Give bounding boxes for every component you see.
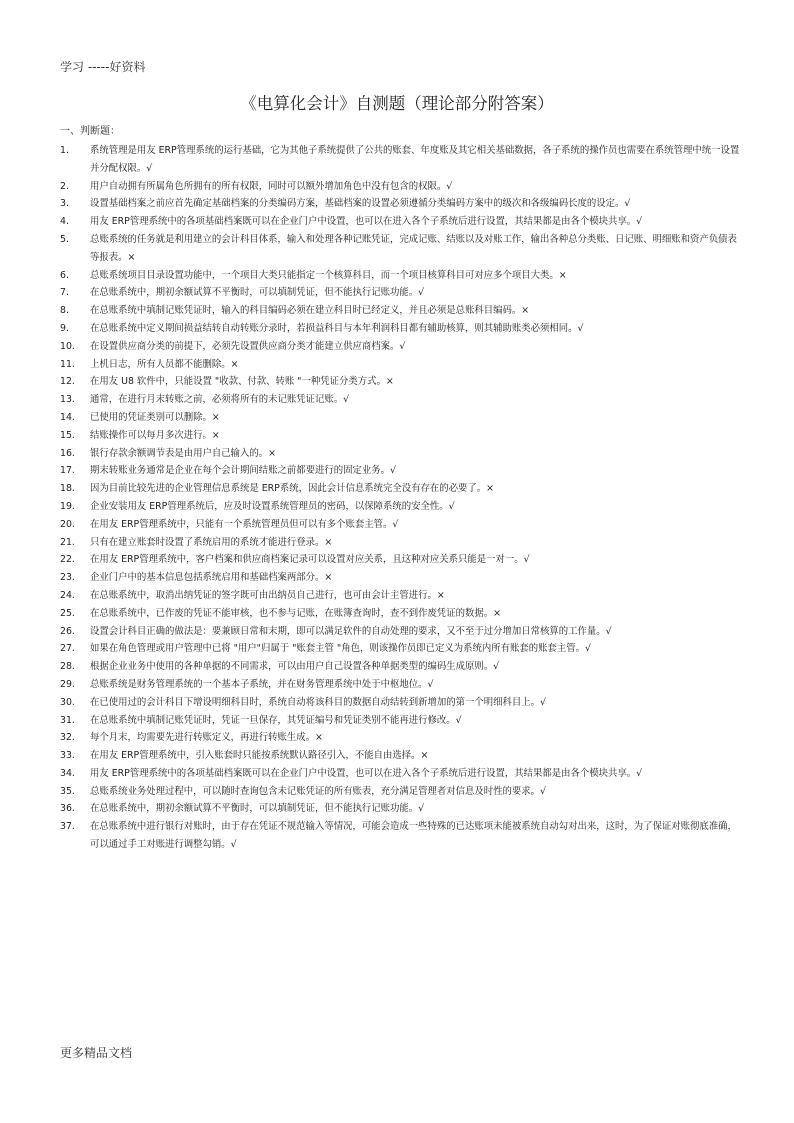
question-number: 18. <box>60 483 75 495</box>
question-item <box>60 302 740 320</box>
question-text: 总账系统是财务管理系统的一个基本子系统，并在财务管理系统中处于中枢地位。√ <box>90 678 434 690</box>
question-number: 7. <box>60 287 69 299</box>
question-text: 在总账系统中，期初余额试算不平衡时，可以填制凭证，但不能执行记账功能。√ <box>90 287 425 299</box>
question-text: 用友 ERP管理系统中的各项基础档案既可以在企业门户中设置，也可以在进入各个子系统后进行设置，其结果都是由各个模块共享。√ <box>90 767 643 779</box>
question-number: 5. <box>60 233 69 245</box>
question-number: 9. <box>60 322 69 334</box>
question-text: 结账操作可以每月多次进行。× <box>90 429 220 441</box>
question-item <box>60 498 740 516</box>
question-number: 28. <box>60 661 75 673</box>
question-text: 在用友 ERP管理系统中，客户档案和供应商档案记录可以设置对应关系，且这种对应关系只能是一对一。√ <box>90 554 530 566</box>
question-item <box>60 747 740 765</box>
question-item <box>60 658 740 676</box>
question-number: 8. <box>60 305 69 317</box>
question-text: 用友 ERP管理系统中的各项基础档案既可以在企业门户中设置，也可以在进入各个子系统后进行设置，其结果都是由各个模块共享。√ <box>90 216 643 228</box>
question-item <box>60 142 740 178</box>
question-item <box>60 267 740 285</box>
question-item <box>60 480 740 498</box>
question-item <box>60 195 740 213</box>
question-text: 总账系统业务处理过程中，可以随时查询包含未记账凭证的所有账表，充分满足管理者对信息及时性的要求。√ <box>90 785 546 797</box>
question-text: 在总账系统中定义期间损益结转自动转账分录时，若损益科目与本年利润科目都有辅助核算，则其辅助账类必须相同。√ <box>90 322 584 334</box>
question-number: 3. <box>60 198 69 210</box>
question-text: 用户自动拥有所属角色所拥有的所有权限，同时可以额外增加角色中没有包含的权限。√ <box>90 180 453 192</box>
question-number: 2. <box>60 180 69 192</box>
question-number: 37. <box>60 821 75 833</box>
question-number: 6. <box>60 269 69 281</box>
question-item <box>60 676 740 694</box>
question-text: 如果在角色管理或用户管理中已将 "用户"归属于 "账套主管 "角色，则该操作员即已定义为系统内所有账套的账套主管。√ <box>90 643 591 655</box>
question-number: 17. <box>60 465 75 477</box>
question-text: 在总账系统中，取消出纳凭证的签字既可由出纳员自己进行，也可由会计主管进行。× <box>90 589 445 601</box>
section-heading: 一、判断题： <box>60 126 120 137</box>
question-item <box>60 551 740 569</box>
question-item <box>60 818 740 854</box>
question-item <box>60 462 740 480</box>
question-item <box>60 623 740 641</box>
question-number: 12. <box>60 376 75 388</box>
question-text: 设置基础档案之前应首先确定基础档案的分类编码方案，基础档案的设置必须遵循分类编码方案中的级次和各级编码长度的设定。√ <box>90 198 631 210</box>
question-text: 企业门户中的基本信息包括系统启用和基础档案两部分。× <box>90 572 333 584</box>
page-footer: 更多精品文档 <box>60 1046 133 1060</box>
question-text: 在用友 ERP管理系统中，只能有一个系统管理员但可以有多个账套主管。√ <box>90 518 399 530</box>
question-number: 21. <box>60 536 75 548</box>
question-text: 设置会计科目正确的做法是：要兼顾日常和末期，即可以满足软件的自动处理的要求，又不至于过分增加日常核算的工作量。√ <box>90 625 612 637</box>
question-item <box>60 356 740 374</box>
question-item <box>60 338 740 356</box>
question-text: 在总账系统中填制记账凭证时，凭证一旦保存，其凭证编号和凭证类别不能再进行修改。√ <box>90 714 462 726</box>
question-number: 31. <box>60 714 75 726</box>
question-item <box>60 427 740 445</box>
question-text: 在总账系统中，已作废的凭证不能审核，也不参与记账，在账簿查询时，查不到作废凭证的数据。× <box>90 607 501 619</box>
question-item <box>60 534 740 552</box>
question-text: 已使用的凭证类别可以删除。× <box>90 411 220 423</box>
question-text: 银行存款余额调节表是由用户自己输入的。× <box>90 447 276 459</box>
document-title: 《电算化会计》自测题（理论部分附答案） <box>240 94 554 113</box>
question-text: 每个月末，均需要先进行转账定义，再进行转账生成。× <box>90 732 323 744</box>
question-item <box>60 445 740 463</box>
question-item <box>60 587 740 605</box>
question-number: 36. <box>60 803 75 815</box>
question-text: 系统管理是用友 ERP管理系统的运行基础，它为其他子系统提供了公共的账套、年度账及其它相关基础数据，各子系统的操作员也需要在系统管理中统一设置并分配权限。√ <box>90 145 740 174</box>
question-number: 4. <box>60 216 69 228</box>
question-text: 因为目前比较先进的企业管理信息系统是 ERP系统，因此会计信息系统完全没有存在的必要了。× <box>90 483 494 495</box>
question-text: 根据企业业务中使用的各种单据的不同需求，可以由用户自己设置各种单据类型的编码生成原则。√ <box>90 661 500 673</box>
question-number: 1. <box>60 145 69 156</box>
question-item <box>60 800 740 818</box>
question-number: 33. <box>60 750 75 762</box>
question-text: 在已使用过的会计科目下增设明细科目时，系统自动将该科目的数据自动结转到新增加的第一个明细科目上。√ <box>90 696 546 708</box>
question-number: 11. <box>60 358 75 370</box>
question-item <box>60 320 740 338</box>
question-item <box>60 783 740 801</box>
question-number: 14. <box>60 411 75 423</box>
question-number: 24. <box>60 589 75 601</box>
question-text: 在总账系统中进行银行对账时，由于存在凭证不规范输入等情况，可能会造成一些特殊的已达账项未能被系统自动勾对出来，这时，为了保证对账彻底准确，可以通过手工对账进行调整勾销。√ <box>90 821 737 851</box>
question-number: 15. <box>60 429 75 441</box>
question-text: 在用友 ERP管理系统中，引入账套时只能按系统默认路径引入，不能自由选择。× <box>90 750 429 762</box>
question-text: 期末转账业务通常是企业在每个会计期间结账之前都要进行的固定业务。√ <box>90 465 396 477</box>
question-text: 企业安装用友 ERP管理系统后，应及时设置系统管理员的密码，以保障系统的安全性。√ <box>90 500 455 512</box>
question-item <box>60 516 740 534</box>
question-text: 在总账系统中填制记账凭证时，输入的科目编码必须在建立科目时已经定义，并且必须是总账科目编码。× <box>90 305 530 317</box>
question-text: 只有在建立账套时设置了系统启用的系统才能进行登录。× <box>90 536 333 548</box>
question-list <box>60 142 740 854</box>
question-item <box>60 178 740 196</box>
question-item <box>60 694 740 712</box>
question-item <box>60 284 740 302</box>
question-number: 26. <box>60 625 75 637</box>
question-number: 20. <box>60 518 75 530</box>
question-number: 13. <box>60 394 75 406</box>
question-number: 19. <box>60 500 75 512</box>
question-item <box>60 409 740 427</box>
question-text: 在总账系统中，期初余额试算不平衡时，可以填制凭证，但不能执行记账功能。√ <box>90 803 425 815</box>
question-number: 25. <box>60 607 75 619</box>
question-number: 35. <box>60 785 75 797</box>
question-number: 30. <box>60 696 75 708</box>
question-text: 总账系统项目目录设置功能中，一个项目大类只能指定一个核算科目，而一个项目核算科目可对应多个项目大类。× <box>90 269 567 281</box>
question-item <box>60 729 740 747</box>
question-number: 27. <box>60 643 75 655</box>
question-item <box>60 605 740 623</box>
question-number: 10. <box>60 340 75 352</box>
question-number: 34. <box>60 767 75 779</box>
question-item <box>60 765 740 783</box>
question-item <box>60 213 740 231</box>
question-item <box>60 391 740 409</box>
question-item <box>60 712 740 730</box>
question-number: 23. <box>60 572 75 584</box>
question-number: 22. <box>60 554 75 566</box>
page-header: 学习 -----好资料 <box>60 60 146 74</box>
question-text: 在设置供应商分类的前提下，必须先设置供应商分类才能建立供应商档案。√ <box>90 340 406 352</box>
question-item <box>60 231 740 267</box>
question-text: 通常，在进行月末转账之前，必须将所有的未记账凭证记账。√ <box>90 394 350 406</box>
question-item <box>60 569 740 587</box>
question-number: 32. <box>60 732 75 744</box>
question-text: 在用友 U8 软件中，只能设置 "收款、付款、转账 "一种凭证分类方式。× <box>90 376 394 388</box>
question-text: 上机日志，所有人员都不能删除。× <box>90 358 239 370</box>
question-item <box>60 373 740 391</box>
question-number: 29. <box>60 678 75 690</box>
question-number: 16. <box>60 447 75 459</box>
question-text: 总账系统的任务就是利用建立的会计科目体系，输入和处理各种记账凭证，完成记账、结账以及对账工作，输出各种总分类账、日记账、明细账和资产负债表等报表。× <box>90 233 737 263</box>
question-item <box>60 640 740 658</box>
